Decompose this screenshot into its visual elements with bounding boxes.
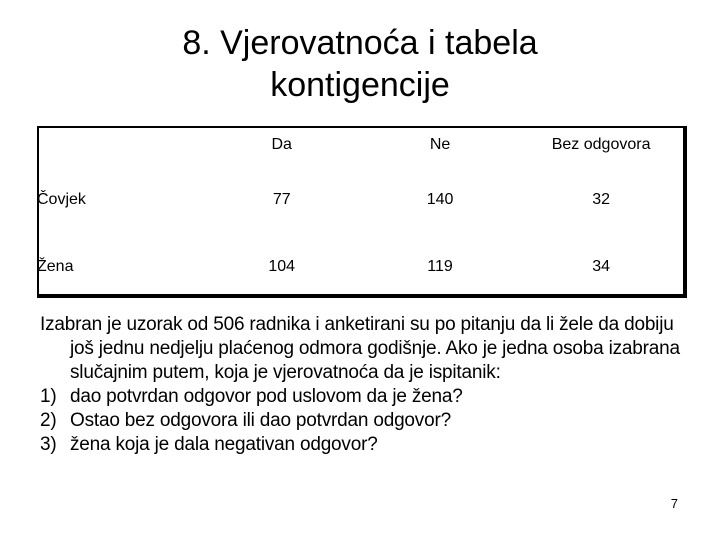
question-number: 2) [40,410,57,431]
slide-title [60,22,660,106]
row-label-zena: Žena [37,257,74,275]
header-cell-ne: Ne [429,135,451,153]
table-cell: 77 [272,191,291,208]
row-label-covjek: Čovjek [37,191,86,208]
problem-text [40,313,690,457]
contingency-table [37,126,687,298]
table-header-row [39,128,683,161]
list-item [40,433,690,457]
question-text: dao potvrdan odgovor pod uslovom da je žena? [70,386,463,407]
question-text: Ostao bez odgovora ili dao potvrdan odgovor? [70,410,451,431]
header-cell-bez-odgovora: Bez odgovora [551,135,651,153]
table-cell: 119 [427,257,453,275]
intro-paragraph: Izabran je uzorak od 506 radnika i anketirani su po pitanju da li žele da dobiju još jednu nedjelju plaćenog odmora godišnje. Ako je jedna osoba izabrana slučajnim putem, koja je vjerovatnoća da je ispitanik: [40,314,680,383]
list-item [40,385,690,409]
list-item [40,409,690,433]
table-cell: 104 [268,257,296,275]
question-number: 1) [40,386,57,407]
header-cell-empty [39,128,203,161]
title-line-2: kontigencije [270,66,450,104]
header-cell-da: Da [271,135,292,153]
title-line-1: 8. Vjerovatnoća i tabela [182,24,538,62]
page-number: 7 [670,496,678,511]
table-row [39,161,683,239]
table-cell: 140 [426,191,454,208]
table-row [39,239,683,294]
question-list [40,385,690,457]
table-cell: 34 [592,257,610,275]
question-text: žena koja je dala negativan odgovor? [70,434,378,455]
table-cell: 32 [592,191,610,208]
question-number: 3) [40,434,57,455]
